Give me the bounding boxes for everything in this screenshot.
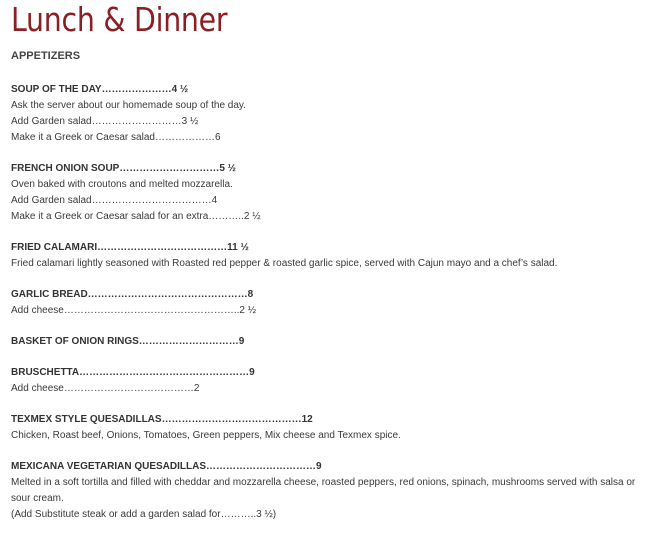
menu-item-detail: Chicken, Roast beef, Onions, Tomatoes, Green peppers, Mix cheese and Texmex spice. bbox=[11, 430, 401, 441]
section-heading: APPETIZERS bbox=[11, 50, 81, 62]
menu-item-name-price: FRIED CALAMARI…………………………………11 ½ bbox=[11, 242, 249, 253]
menu-item bbox=[11, 161, 643, 225]
menu-item bbox=[11, 412, 643, 444]
menu-item-detail: Add Garden salad………………………………4 bbox=[11, 195, 218, 206]
menu-item bbox=[11, 365, 643, 397]
menu-item-detail: Add cheese…………………………………2 bbox=[11, 383, 200, 394]
menu-item-detail: Add cheese……………………………………………..2 ½ bbox=[11, 305, 257, 316]
menu-item-name-price: SOUP OF THE DAY…………………4 ½ bbox=[11, 84, 189, 95]
menu-item-name-price: FRENCH ONION SOUP…………………………5 ½ bbox=[11, 163, 237, 174]
menu-item-detail: (Add Substitute steak or add a garden salad for………..3 ½) bbox=[11, 509, 277, 520]
menu-item-name-price: MEXICANA VEGETARIAN QUESADILLAS……………………………9 bbox=[11, 461, 322, 472]
menu-item-detail: Ask the server about our homemade soup of the day. bbox=[11, 100, 246, 111]
menu-item-name-price: BRUSCHETTA……………………………………………9 bbox=[11, 367, 255, 378]
menu-item-detail: Fried calamari lightly seasoned with Roasted red pepper & roasted garlic spice, served with Cajun mayo and a chef’s salad. bbox=[11, 258, 558, 269]
menu-item-name-price: BASKET OF ONION RINGS…………………………9 bbox=[11, 336, 245, 347]
menu-item-name-price: TEXMEX STYLE QUESADILLAS……………………………………12 bbox=[11, 414, 313, 425]
menu-list bbox=[11, 82, 643, 538]
menu-item-detail: Melted in a soft tortilla and filled with cheddar and mozzarella cheese, roasted peppers, red onions, spinach, mushrooms served with salsa or sour cream. bbox=[11, 477, 636, 504]
menu-item bbox=[11, 459, 643, 523]
menu-item-name-price: GARLIC BREAD…………………………………………8 bbox=[11, 289, 254, 300]
menu-item bbox=[11, 240, 643, 272]
menu-item bbox=[11, 334, 643, 350]
menu-item-detail: Make it a Greek or Caesar salad for an extra………..2 ½ bbox=[11, 211, 261, 222]
menu-item-detail: Oven baked with croutons and melted mozzarella. bbox=[11, 179, 233, 190]
menu-item-detail: Add Garden salad………………………3 ½ bbox=[11, 116, 199, 127]
page-title: Lunch & Dinner bbox=[11, 0, 228, 39]
menu-item bbox=[11, 287, 643, 319]
menu-item bbox=[11, 82, 643, 146]
menu-item-detail: Make it a Greek or Caesar salad………………6 bbox=[11, 132, 221, 143]
